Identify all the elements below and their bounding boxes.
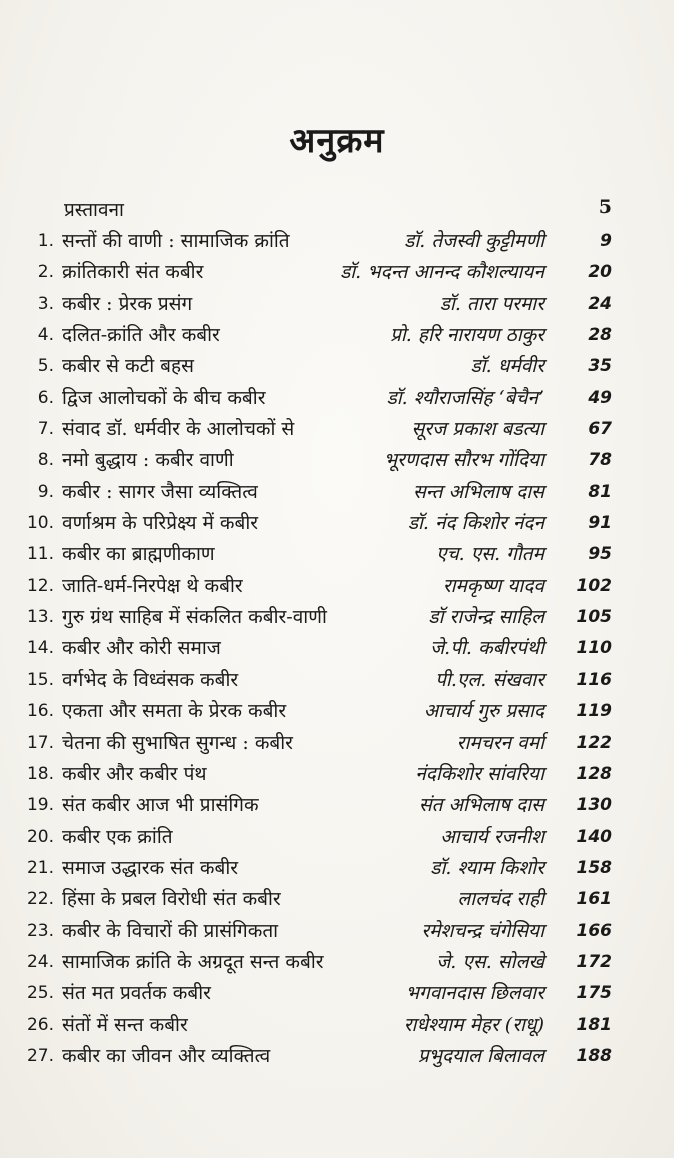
entry-page-number: 105 [576,607,612,628]
entry-number: 13. [26,607,54,628]
entry-page-number: 81 [588,481,612,502]
entry-page-number: 78 [588,450,612,471]
toc-entry [20,351,612,382]
entry-number: 2. [37,262,54,283]
entry-number: 23. [26,920,54,941]
entry-page-number: 181 [576,1014,612,1035]
toc-entry [20,539,612,570]
entry-number: 26. [26,1014,54,1035]
entry-author: डॉ. धर्मवीर [470,355,544,378]
entry-title: संवाद डॉ. धर्मवीर के आलोचकों से [62,418,295,441]
entry-title: कबीर : प्रेरक प्रसंग [62,292,193,315]
entry-author: रमेशचन्द्र चंगेसिया [421,919,544,942]
table-of-contents [20,226,612,1072]
toc-entry [20,947,612,978]
entry-page-number: 166 [576,920,612,941]
entry-number: 27. [26,1045,54,1066]
entry-number: 6. [37,387,54,408]
toc-entry [20,320,612,351]
entry-title: द्विज आलोचकों के बीच कबीर [62,386,266,409]
toc-entry [20,978,612,1009]
entry-title: दलित-क्रांति और कबीर [62,324,220,347]
entry-author: राधेश्याम मेहर (राधू) [403,1013,544,1036]
entry-number: 3. [37,293,54,314]
entry-author: प्रभुदयाल बिलावल [417,1044,544,1067]
toc-entry [20,884,612,915]
entry-title: जाति-धर्म-निरपेक्ष थे कबीर [62,574,243,597]
entry-title: चेतना की सुभाषित सुगन्ध : कबीर [62,731,293,754]
entry-author: डॉ. श्याम किशोर [430,856,544,879]
entry-title: वर्णाश्रम के परिप्रेक्ष्य में कबीर [62,512,259,535]
entry-number: 15. [26,669,54,690]
entry-number: 1. [37,231,54,251]
entry-page-number: 28 [588,325,612,346]
entry-page-number: 24 [588,293,612,314]
entry-page-number: 116 [576,669,612,690]
entry-page-number: 161 [576,889,612,910]
entry-title: कबीर और कबीर पंथ [62,762,207,785]
entry-page-number: 110 [576,638,612,659]
entry-author: सन्त अभिलाष दास [412,480,544,503]
preface-page-number: 5 [598,196,612,218]
entry-page-number: 91 [588,513,612,534]
toc-entry [20,226,612,257]
entry-title: नमो बुद्धाय : कबीर वाणी [62,449,234,472]
entry-number: 22. [26,889,54,910]
entry-author: डॉ. तेजस्वी कुट्टीमणी [404,230,544,252]
entry-title: कबीर का जीवन और व्यक्तित्व [62,1044,271,1067]
entry-number: 21. [26,857,54,878]
entry-number: 7. [37,419,54,440]
entry-author: पी.एल. संखवार [435,668,544,691]
entry-title: संत मत प्रवर्तक कबीर [62,982,211,1005]
entry-author: एच. एस. गौतम [436,543,544,566]
entry-number: 24. [26,951,54,972]
toc-entry [20,289,612,320]
entry-author: सूरज प्रकाश बडत्या [411,418,544,441]
entry-number: 14. [26,638,54,659]
entry-author: लालचंद राही [457,888,544,911]
entry-page-number: 20 [588,262,612,283]
entry-number: 10. [26,513,54,534]
entry-author: आचार्य रजनीश [440,825,544,848]
entry-author: डॉ. श्यौराजसिंह ‘बेचैन’ [386,386,544,409]
entry-page-number: 67 [588,419,612,440]
entry-title: संत कबीर आज भी प्रासंगिक [62,794,259,817]
entry-author: प्रो. हरि नारायण ठाकुर [390,324,544,347]
entry-page-number: 49 [588,387,612,408]
entry-number: 25. [26,983,54,1004]
toc-entry [20,633,612,664]
entry-page-number: 130 [576,795,612,816]
toc-entry [20,916,612,947]
entry-title: क्रांतिकारी संत कबीर [62,261,204,284]
toc-entry [20,665,612,696]
toc-entry [20,790,612,821]
toc-entry [20,822,612,853]
entry-page-number: 119 [576,701,612,722]
entry-title: एकता और समता के प्रेरक कबीर [62,700,287,723]
entry-author: डॉ. तारा परमार [439,292,544,315]
toc-entry [20,414,612,445]
toc-entry [20,853,612,884]
toc-entry [20,383,612,414]
entry-number: 9. [37,481,54,502]
entry-page-number: 175 [576,983,612,1004]
toc-entry [20,257,612,288]
entry-title: वर्गभेद के विध्वंसक कबीर [62,668,239,691]
toc-entry [20,1041,612,1072]
entry-page-number: 102 [576,575,612,596]
toc-entry [20,445,612,476]
page-title: अनुक्रम [289,121,385,161]
toc-entry [20,508,612,539]
toc-entry [20,696,612,727]
entry-number: 19. [26,795,54,816]
entry-author: संत अभिलाष दास [418,794,544,817]
entry-number: 12. [26,575,54,596]
entry-number: 18. [26,763,54,784]
toc-entry [20,602,612,633]
entry-page-number: 95 [588,544,612,565]
entry-author: डॉ. नंद किशोर नंदन [407,512,544,535]
entry-page-number: 188 [576,1045,612,1066]
entry-title: गुरु ग्रंथ साहिब में संकलित कबीर-वाणी [62,606,327,629]
entry-author: नंदकिशोर सांवरिया [415,762,544,785]
entry-page-number: 122 [576,732,612,753]
entry-author: रामचरन वर्मा [456,731,544,754]
entry-title: हिंसा के प्रबल विरोधी संत कबीर [62,888,281,911]
toc-entry [20,571,612,602]
entry-page-number: 35 [588,356,612,377]
toc-entry [20,477,612,508]
entry-author: जे.पी. कबीरपंथी [430,637,544,660]
entry-number: 11. [26,544,54,565]
entry-author: भगवानदास छिलवार [405,982,544,1005]
entry-author: भूरणदास सौरभ गोंदिया [383,449,544,472]
entry-title: समाज उद्धारक संत कबीर [62,856,239,879]
entry-number: 16. [26,701,54,722]
entry-title: कबीर के विचारों की प्रासंगिकता [62,919,279,942]
entry-page-number: 172 [576,951,612,972]
entry-title: संतों में सन्त कबीर [62,1013,188,1036]
entry-title: सामाजिक क्रांति के अग्रदूत सन्त कबीर [62,950,324,973]
entry-number: 5. [37,356,54,377]
entry-title: कबीर से कटी बहस [62,355,194,378]
entry-page-number: 128 [576,763,612,784]
entry-number: 4. [37,325,54,346]
entry-author: जे. एस. सोलखे [436,950,544,973]
entry-title: कबीर और कोरी समाज [62,637,221,660]
preface-entry [52,196,612,222]
entry-page-number: 158 [576,857,612,878]
preface-label: प्रस्तावना [64,199,124,221]
entry-title: कबीर का ब्राह्मणीकाण [62,543,215,566]
entry-page-number: 140 [576,826,612,847]
entry-author: डॉ राजेन्द्र साहिल [428,606,544,629]
entry-title: कबीर एक क्रांति [62,825,173,848]
toc-entry [20,759,612,790]
entry-page-number: 9 [600,231,612,251]
entry-number: 20. [26,826,54,847]
entry-number: 17. [26,732,54,753]
entry-author: आचार्य गुरु प्रसाद [423,700,544,723]
entry-author: डॉ. भदन्त आनन्द कौशल्यायन [340,261,544,284]
entry-author: रामकृष्ण यादव [442,574,544,597]
entry-title: सन्तों की वाणी : सामाजिक क्रांति [62,230,290,252]
entry-number: 8. [37,450,54,471]
entry-title: कबीर : सागर जैसा व्यक्तित्व [62,480,258,503]
toc-entry [20,728,612,759]
toc-entry [20,1010,612,1041]
